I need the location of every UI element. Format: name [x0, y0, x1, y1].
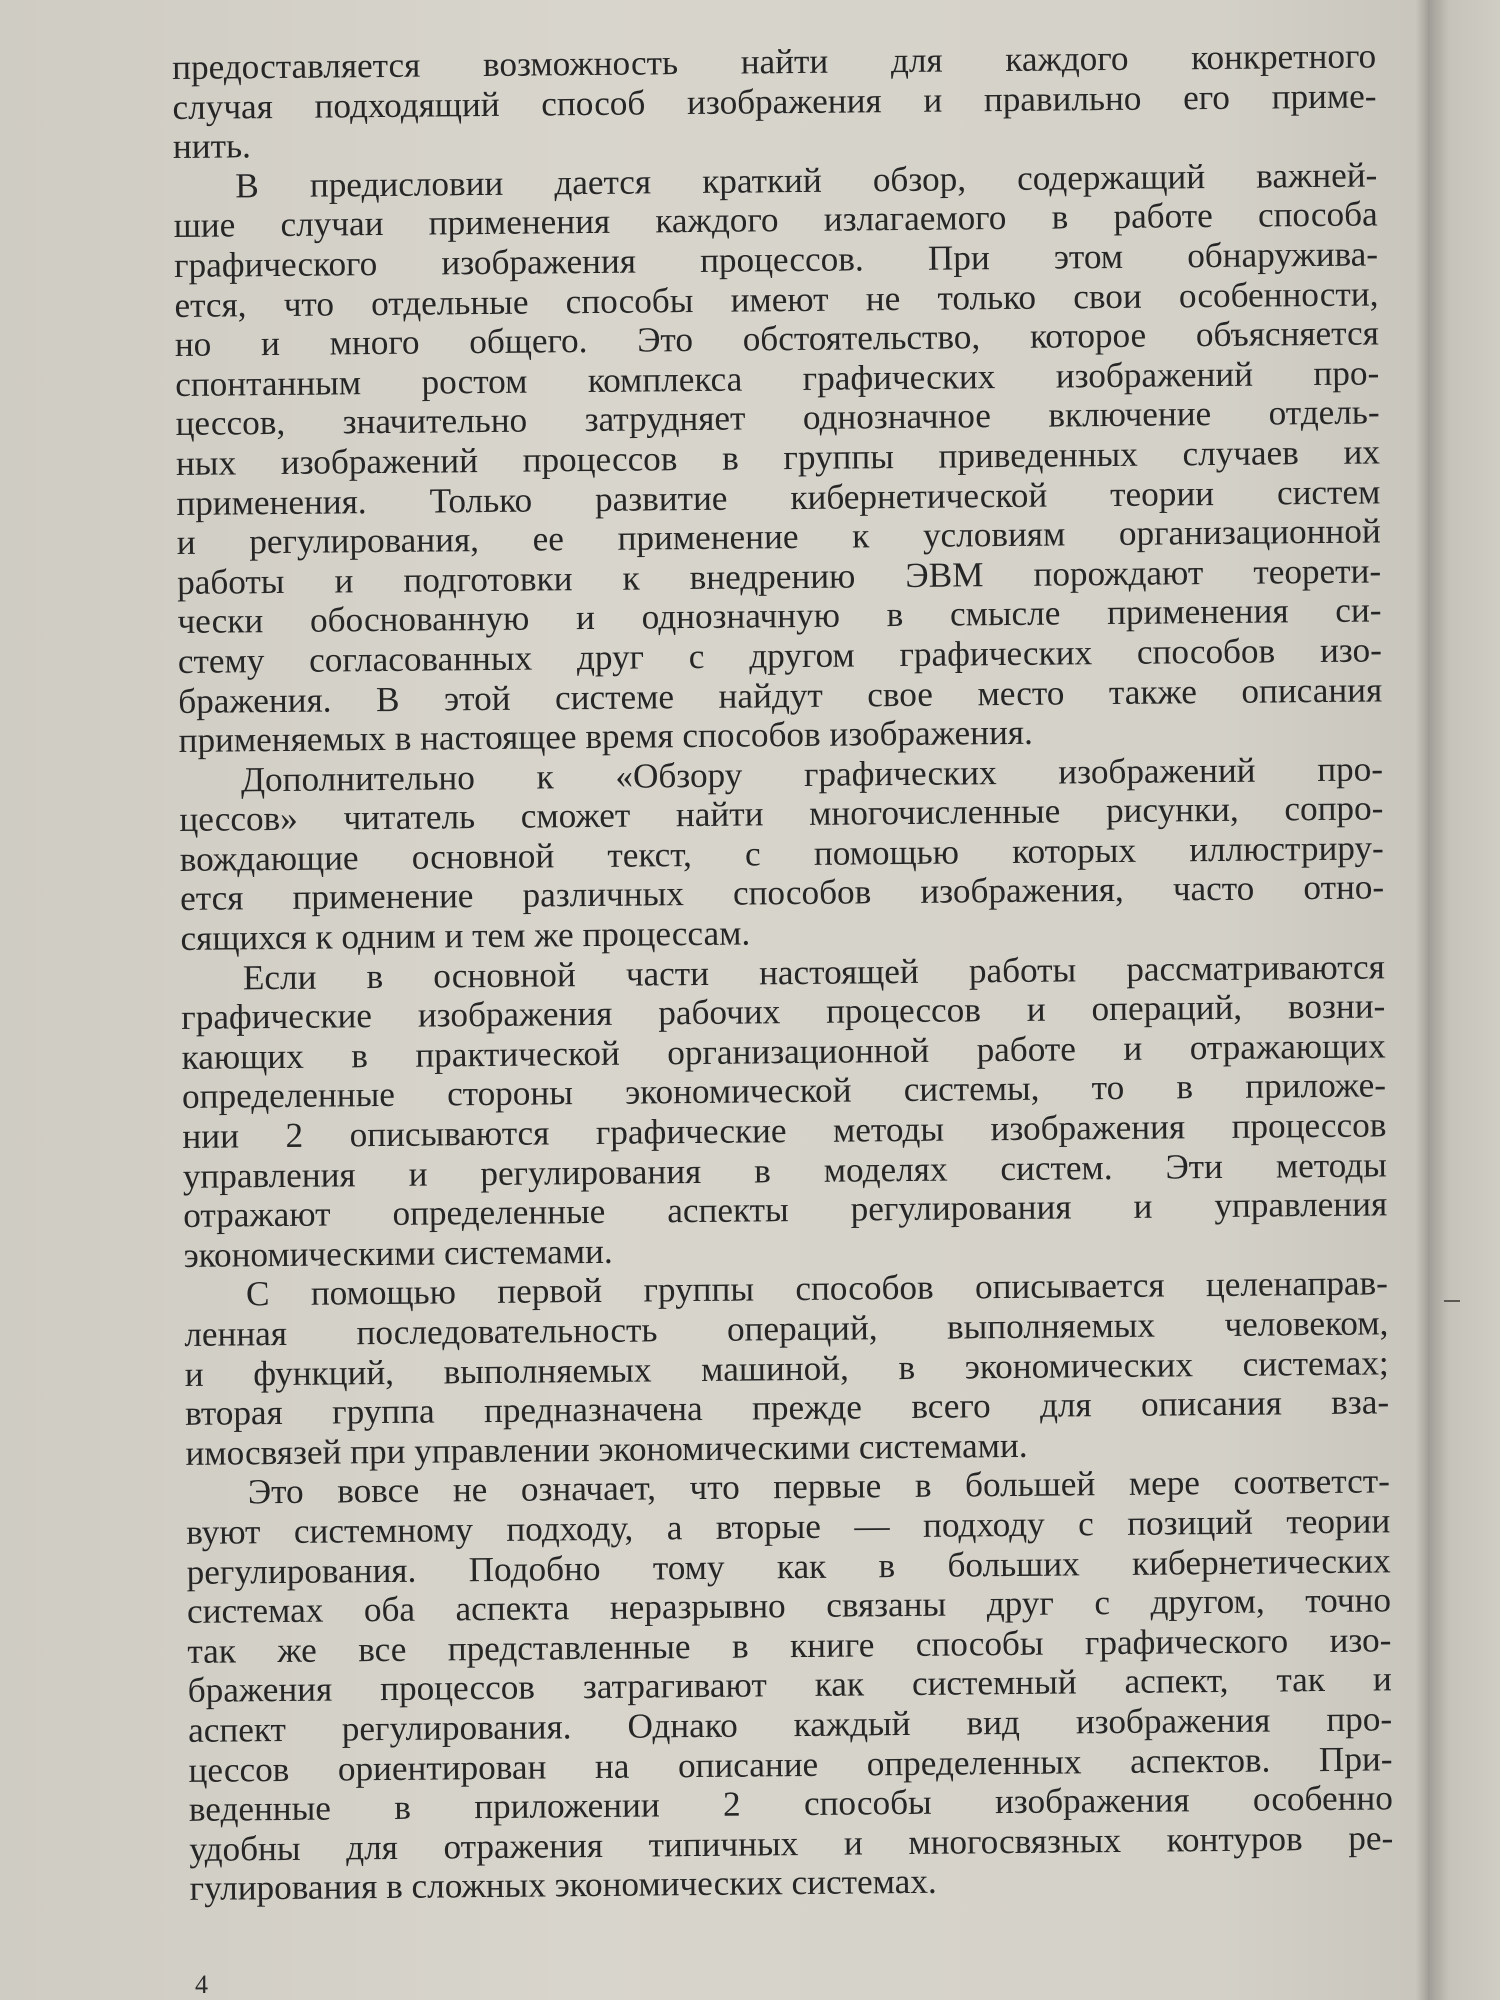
text-line: ных изображений процессов в группы приведенных случаев их [175, 432, 1381, 483]
text-line: цессов» читатель сможет найти многочисленные рисунки, сопро- [179, 788, 1384, 840]
text-line: и функций, выполняемых машиной, в экономических системах; [184, 1342, 1389, 1394]
text-line: веденные в приложении 2 способы изображения особенно [188, 1778, 1394, 1830]
text-line: цессов, значительно затрудняет однозначное включение отдель- [175, 392, 1380, 444]
text-line: имосвязей при управлении экономическими системами. [185, 1425, 1028, 1473]
paragraph-4 [181, 947, 1388, 1275]
text-line: бражения процессов затрагивают как системный аспект, так и [187, 1659, 1392, 1711]
text-line: применяемых в настоящее время способов изображения. [178, 712, 1033, 761]
text-line: вуют системному подходу, а вторые — подходу с позиций теории [186, 1501, 1391, 1552]
text-line: сящихся к одним и тем же процессам. [180, 913, 751, 959]
paragraph-3 [179, 749, 1385, 959]
text-line: вождающие основной текст, с помощью которых иллюстриру- [179, 828, 1384, 879]
text-line: стему согласованных друг с другом графических способов изо- [177, 630, 1383, 681]
page-number: 4 [195, 1970, 208, 1999]
paragraph-2 [173, 155, 1383, 760]
text-line: В предисловии дается краткий обзор, содержащий важней- [235, 155, 1378, 206]
text-line: случая подходящий способ изображения и правильно его приме- [172, 76, 1377, 127]
text-line: нить. [172, 126, 252, 167]
text-line: графические изображения рабочих процессов и операций, возни- [181, 986, 1386, 1038]
text-line: ленная последовательность операций, выполняемых человеком, [184, 1303, 1389, 1354]
paragraph-5 [184, 1264, 1390, 1474]
text-line: графического изображения процессов. При этом обнаружива- [173, 234, 1379, 285]
paragraph-6 [186, 1462, 1394, 1909]
text-line: С помощью первой группы способов описывается целенаправ- [245, 1263, 1389, 1314]
text-line: гулирования в сложных экономических системах. [189, 1862, 937, 1909]
page-edge-mark [1444, 1300, 1460, 1302]
text-line: предоставляется возможность найти для каждого конкретного [172, 36, 1377, 87]
text-line: экономическими системами. [183, 1231, 613, 1275]
page-text [172, 36, 1394, 1908]
text-line: спонтанным ростом комплекса графических изображений про- [175, 353, 1380, 404]
text-line: ется, что отдельные способы имеют не только свои особенности, [174, 273, 1379, 325]
text-line: цессов ориентирован на описание определенных аспектов. При- [188, 1738, 1393, 1790]
text-line: системах оба аспекта неразрывно связаны друг с другом, точно [186, 1580, 1392, 1632]
text-line: определенные стороны экономической системы, то в приложе- [181, 1065, 1387, 1117]
text-line: так же все представленные в книге способы графического изо- [187, 1620, 1392, 1671]
text-line: бражения. В этой системе найдут свое место также описания [178, 669, 1383, 721]
text-line: применения. Только развитие кибернетической теории систем [176, 471, 1381, 523]
text-line: ется применение различных способов изображения, часто отно- [179, 867, 1385, 919]
adjacent-page-edge [1428, 0, 1500, 2000]
text-line: чески обоснованную и однозначную в смысле применения си- [177, 590, 1382, 642]
text-line: нии 2 описываются графические методы изображения процессов [182, 1105, 1387, 1156]
text-line: Если в основной части настоящей работы рассматриваются [242, 947, 1386, 998]
text-line: удобны для отражения типичных и многосвязных контуров ре- [189, 1818, 1394, 1869]
text-line: шие случаи применения каждого излагаемого в работе способа [173, 194, 1378, 246]
text-line: вторая группа предназначена прежде всего для описания вза- [184, 1382, 1390, 1434]
text-line: но и много общего. Это обстоятельство, которое объясняется [174, 313, 1379, 365]
text-line: управления и регулирования в моделях систем. Эти методы [182, 1145, 1387, 1196]
text-line: и регулирования, ее применение к условиям организационной [176, 511, 1381, 563]
text-line: кающих в практической организационной работе и отражающих [181, 1026, 1386, 1077]
text-line: аспект регулирования. Однако каждый вид изображения про- [187, 1699, 1393, 1750]
paragraph-1 [172, 36, 1377, 166]
text-line: регулирования. Подобно тому как в больших кибернетических [186, 1540, 1391, 1592]
text-line: отражают определенные аспекты регулирования и управления [183, 1184, 1388, 1236]
text-line: Дополнительно к «Обзору графических изображений про- [240, 749, 1384, 800]
text-line: работы и подготовки к внедрению ЭВМ порождают теорети- [176, 551, 1382, 602]
text-line: Это вовсе не означает, что первые в большей мере соответст- [247, 1461, 1391, 1512]
